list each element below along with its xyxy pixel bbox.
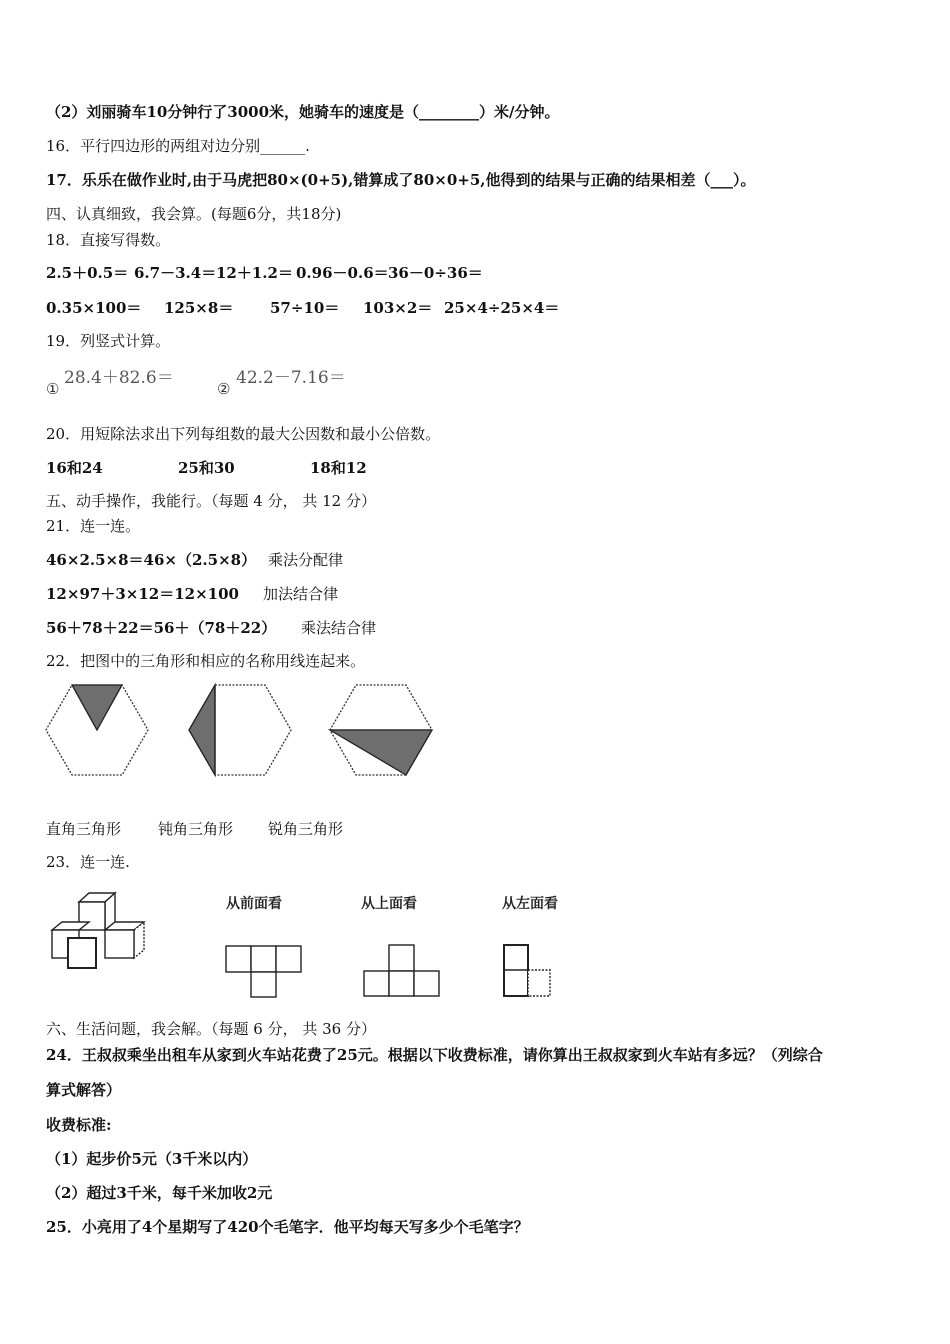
top-view-figure [360, 940, 450, 1000]
question-20: 20．用短除法求出下列每组数的最大公因数和最小公倍数。 [46, 425, 441, 443]
q18-item: 57÷10＝ [270, 299, 340, 317]
question-16: 16．平行四边形的两组对边分别______. [46, 137, 310, 155]
q18-item: 12＋1.2＝ [216, 264, 293, 282]
cube-solid-figure [46, 890, 156, 974]
question-24-cont: 算式解答） [46, 1081, 122, 1099]
hexagon-figures [44, 680, 444, 780]
q19-number: ② [217, 380, 231, 398]
question-24: 24．王叔叔乘坐出租车从家到火车站花费了25元。根据以下收费标准，请你算出王叔叔家到火车站有多远？（列综合 [46, 1046, 823, 1064]
q20-item: 18和12 [310, 459, 367, 477]
question-22: 22．把图中的三角形和相应的名称用线连起来。 [46, 652, 366, 670]
front-view-figure [222, 940, 312, 1000]
hexagon-3 [330, 685, 432, 775]
q20-item: 16和24 [46, 459, 103, 477]
section-6-heading: 六、生活问题，我会解。（每题 6 分， 共 36 分） [46, 1020, 376, 1038]
q18-item: 36－0÷36＝ [388, 264, 483, 282]
question-18: 18．直接写得数。 [46, 231, 171, 249]
question-19: 19．列竖式计算。 [46, 332, 171, 350]
fee-standard-title: 收费标准: [46, 1116, 112, 1134]
q18-item: 0.96－0.6＝ [296, 264, 389, 282]
q18-item: 103×2＝ [363, 299, 433, 317]
q20-item: 25和30 [178, 459, 235, 477]
question-23: 23．连一连. [46, 853, 130, 871]
view-label: 从前面看 [226, 896, 282, 912]
q21-law: 乘法分配律 [268, 551, 344, 569]
q18-item: 125×8＝ [164, 299, 234, 317]
q19-expression: 28.4＋82.6＝ [64, 368, 174, 388]
view-label: 从左面看 [502, 896, 558, 912]
question-21: 21．连一连。 [46, 517, 141, 535]
q21-expression: 56＋78＋22＝56＋（78＋22） [46, 619, 277, 637]
q22-name: 钝角三角形 [158, 820, 234, 838]
q18-item: 6.7－3.4＝ [134, 264, 217, 282]
q21-expression: 12×97＋3×12＝12×100 [46, 585, 239, 603]
q19-number: ① [46, 380, 60, 398]
q19-expression: 42.2－7.16＝ [236, 368, 346, 388]
view-label: 从上面看 [361, 896, 417, 912]
question-17: 17．乐乐在做作业时,由于马虎把80×(0+5),错算成了80×0+5,他得到的结果与正确的结果相差（___）。 [46, 171, 756, 189]
fee-rule-2: （2）超过3千米，每千米加收2元 [46, 1184, 273, 1202]
fee-rule-1: （1）起步价5元（3千米以内） [46, 1150, 258, 1168]
section-5-heading: 五、动手操作，我能行。（每题 4 分， 共 12 分） [46, 492, 376, 510]
q18-item: 25×4÷25×4＝ [444, 299, 560, 317]
q22-name: 锐角三角形 [268, 820, 344, 838]
q21-law: 乘法结合律 [301, 619, 377, 637]
question-25: 25．小亮用了4个星期写了420个毛笔字．他平均每天写多少个毛笔字？ [46, 1218, 529, 1236]
hexagon-1 [46, 685, 148, 775]
hexagon-2 [189, 685, 291, 775]
q21-expression: 46×2.5×8＝46×（2.5×8） [46, 551, 257, 569]
q18-item: 0.35×100＝ [46, 299, 142, 317]
section-4-heading: 四、认真细致，我会算。(每题6分，共18分) [46, 205, 342, 223]
q22-name: 直角三角形 [46, 820, 122, 838]
q18-item: 2.5＋0.5＝ [46, 264, 129, 282]
q21-law: 加法结合律 [263, 585, 339, 603]
left-view-figure [500, 940, 560, 1000]
question-15-2: （2）刘丽骑车10分钟行了3000米，她骑车的速度是（________）米/分钟。 [46, 103, 560, 121]
